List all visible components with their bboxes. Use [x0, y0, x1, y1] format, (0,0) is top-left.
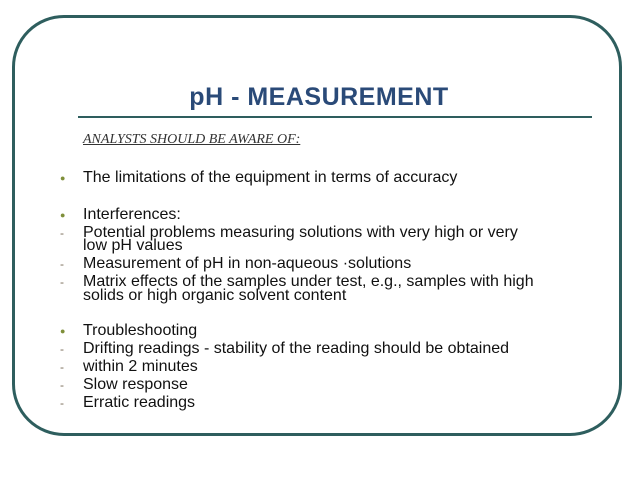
list-item-ph-extremes: Potential problems measuring solutions with very high or very: [83, 224, 518, 241]
bullet-icon: ●: [60, 210, 66, 220]
list-item-non-aqueous: Measurement of pH in non-aqueous ·solutions: [83, 255, 412, 272]
list-item-accuracy: The limitations of the equipment in terms of accuracy: [83, 169, 458, 186]
list-item-interferences: Interferences:: [83, 206, 181, 223]
list-item-matrix-effects: Matrix effects of the samples under test, e.g., samples with high: [83, 273, 534, 290]
list-item-slow-response: Slow response: [83, 376, 188, 393]
bullet-icon: ●: [60, 173, 66, 183]
list-item-drifting: Drifting readings - stability of the reading should be obtained: [83, 340, 510, 357]
bullet-icon: ●: [60, 326, 66, 336]
list-item-ph-extremes-cont: low pH values: [83, 237, 183, 254]
dash-marker: -: [60, 396, 64, 410]
title-underline: [78, 116, 592, 118]
list-item-matrix-effects-cont: solids or high organic solvent content: [83, 287, 347, 304]
slide-title: pH - MEASUREMENT: [189, 83, 449, 111]
dash-marker: -: [60, 257, 64, 271]
dash-marker: -: [60, 360, 64, 374]
dash-marker: -: [60, 342, 64, 356]
list-item-two-minutes: within 2 minutes: [83, 358, 198, 375]
list-item-erratic: Erratic readings: [83, 394, 196, 411]
dash-marker: -: [60, 378, 64, 392]
dash-marker: -: [60, 226, 64, 240]
slide-subtitle: ANALYSTS SHOULD BE AWARE OF:: [83, 132, 301, 147]
list-item-troubleshooting: Troubleshooting: [83, 322, 198, 339]
dash-marker: -: [60, 275, 64, 289]
